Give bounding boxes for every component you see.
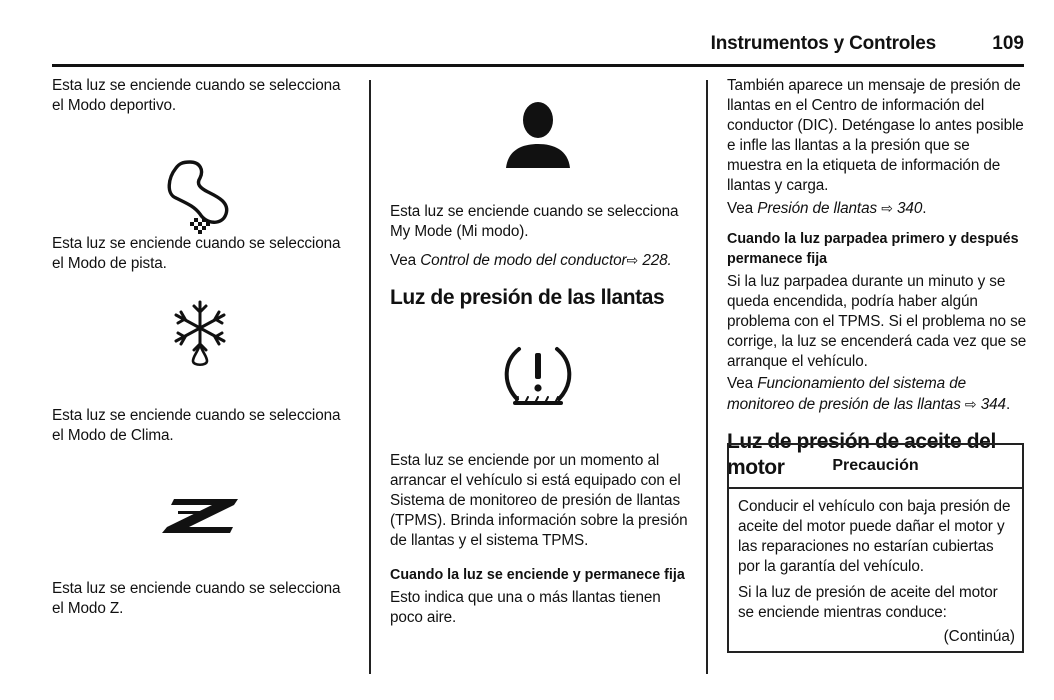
flashing-light-text: Si la luz parpadea durante un minuto y se queda encendida, podría haber algún problema con el TPMS. Si el problema no se corrige, la luz se encenderá cada vez que se arranque el vehículo. bbox=[727, 273, 1027, 370]
reference-title: Control de modo del conductor bbox=[420, 252, 627, 269]
page-arrow-icon: ⇨ bbox=[881, 200, 893, 216]
z-mode-icon bbox=[52, 446, 352, 579]
flashing-light-heading: Cuando la luz parpadea primero y después permanece fija bbox=[727, 231, 1019, 267]
weather-mode-text: Esta luz se enciende cuando se selecciona el Modo de Clima. bbox=[52, 407, 341, 444]
see-prefix: Vea bbox=[727, 200, 758, 217]
reference-title: Presión de llantas bbox=[757, 200, 878, 217]
tire-pressure-reference bbox=[727, 198, 1027, 219]
tpms-operation-reference bbox=[727, 374, 1027, 415]
driver-profile-icon bbox=[390, 76, 690, 202]
track-mode-icon bbox=[52, 116, 352, 234]
page-arrow-icon: ⇨ bbox=[964, 396, 977, 412]
caution-body bbox=[729, 489, 1022, 623]
reference-suffix: . bbox=[1005, 396, 1011, 413]
column-2 bbox=[390, 76, 690, 628]
tire-pressure-icon bbox=[390, 311, 690, 451]
see-prefix: Vea bbox=[390, 252, 421, 269]
column-1 bbox=[52, 76, 352, 619]
see-prefix: Vea bbox=[727, 375, 758, 392]
reference-page: 228. bbox=[642, 252, 672, 269]
caution-text-1: Conducir el vehículo con baja presión de aceite del motor puede dañar el motor y las reparaciones no estarían cubiertas por la garantía del vehículo. bbox=[738, 498, 1011, 575]
dic-message-text: También aparece un mensaje de presión de llantas en el Centro de información del conductor (DIC). Deténgase lo antes posible e infle las llantas a la presión que se muestra en la etiqueta de información de llantas y carga. bbox=[727, 77, 1024, 194]
caution-title: Precaución bbox=[729, 445, 1022, 489]
page-header bbox=[52, 30, 1024, 67]
reference-page: 344 bbox=[980, 396, 1006, 413]
reference-suffix: . bbox=[922, 200, 927, 217]
track-mode-text: Esta luz se enciende cuando se selecciona el Modo de pista. bbox=[52, 235, 341, 272]
steady-light-text: Esto indica que una o más llantas tienen poco aire. bbox=[390, 589, 661, 626]
reference-page: 340 bbox=[897, 200, 923, 217]
reference-title: Funcionamiento del sistema de monitoreo de presión de las llantas bbox=[727, 375, 967, 413]
column-3 bbox=[727, 76, 1027, 481]
oil-pressure-heading: Luz de presión de aceite del motor bbox=[727, 430, 996, 479]
sport-mode-text: Esta luz se enciende cuando se selecciona el Modo deportivo. bbox=[52, 77, 341, 114]
driver-mode-reference bbox=[390, 250, 690, 271]
my-mode-text: Esta luz se enciende cuando se selecciona My Mode (Mi modo). bbox=[390, 203, 679, 240]
tpms-text: Esta luz se enciende por un momento al arrancar el vehículo si está equipado con el Sistema de monitoreo de presión de llantas (TPMS). Brinda información sobre la presión de llantas y el sistema TPMS. bbox=[390, 452, 688, 549]
page-number: 109 bbox=[992, 33, 1024, 54]
caution-text-2: Si la luz de presión de aceite del motor se enciende mientras conduce: bbox=[738, 584, 998, 621]
continued-label: (Continúa) bbox=[943, 628, 1015, 645]
section-title: Instrumentos y Controles bbox=[710, 33, 936, 54]
steady-light-heading: Cuando la luz se enciende y permanece fija bbox=[390, 567, 685, 583]
page-arrow-icon: ⇨ bbox=[626, 252, 639, 268]
tpms-heading: Luz de presión de las llantas bbox=[390, 286, 665, 309]
z-mode-text: Esta luz se enciende cuando se selecciona el Modo Z. bbox=[52, 580, 341, 617]
column-divider-1 bbox=[369, 80, 371, 674]
column-divider-2 bbox=[706, 80, 708, 674]
caution-box bbox=[727, 443, 1024, 653]
weather-mode-icon bbox=[52, 274, 352, 406]
